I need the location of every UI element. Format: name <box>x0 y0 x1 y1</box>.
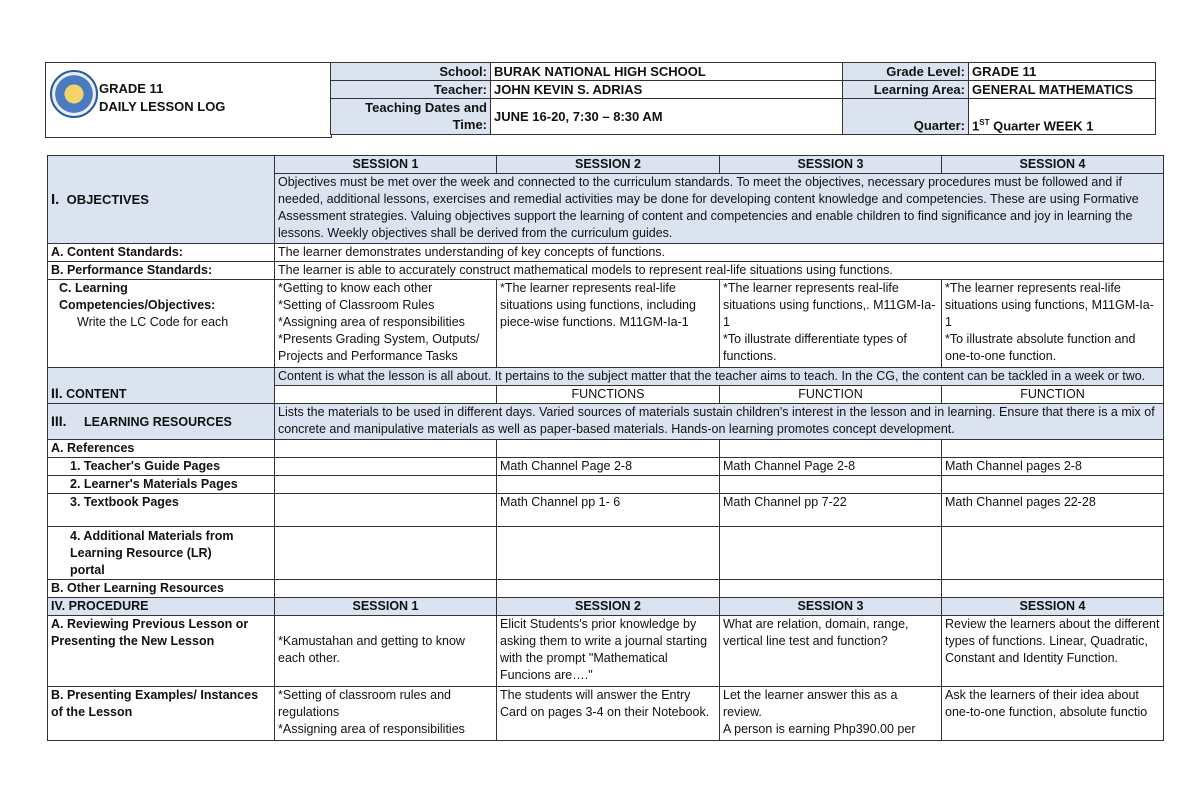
proc-b-s2: The students will answer the Entry Card on pages 3-4 on their Notebook. <box>497 687 720 741</box>
session-1-header: SESSION 1 <box>275 156 497 174</box>
proc-b-s3: Let the learner answer this as a review. A person is earning Php390.00 per <box>720 687 942 741</box>
quarter-value: 1ST Quarter WEEK 1 <box>969 99 1156 135</box>
lm-label: 2. Learner's Materials Pages <box>48 476 275 494</box>
resources-text: Lists the materials to be used in different days. Varied sources of materials sustain children's interest in the lesson and in learning. Ensure that there is a mix of concrete and manipulative materials as well as paper-based materials. Hands-on learning promotes concept development. <box>275 404 1164 440</box>
proc-a-label: A. Reviewing Previous Lesson or Presenting the New Lesson <box>48 616 275 687</box>
school-label: School: <box>331 63 491 81</box>
content-s2: FUNCTIONS <box>497 386 720 404</box>
dates-value: JUNE 16-20, 7:30 – 8:30 AM <box>491 99 843 135</box>
content-s3: FUNCTION <box>720 386 942 404</box>
tg-s4: Math Channel pages 2-8 <box>942 458 1164 476</box>
references-label: A. References <box>48 440 275 458</box>
tg-s3: Math Channel Page 2-8 <box>720 458 942 476</box>
tg-s1 <box>275 458 497 476</box>
content-heading: II. CONTENT <box>48 368 275 404</box>
logo-frame <box>45 62 332 138</box>
teacher-label: Teacher: <box>331 81 491 99</box>
tb-s2: Math Channel pp 1- 6 <box>497 494 720 527</box>
lesson-log-table <box>47 155 1164 741</box>
competencies-s1: *Getting to know each other *Setting of Classroom Rules *Assigning area of responsibilities *Presents Grading System, Outputs/ Projects and Performance Tasks <box>275 280 497 368</box>
quarter-label: Quarter: <box>843 99 969 135</box>
proc-a-s2: Elicit Students's prior knowledge by asking them to write a journal starting with the prompt "Mathematical Funcions are…." <box>497 616 720 687</box>
competencies-s2: *The learner represents real-life situations using functions, including piece-wise functions. M11GM-Ia-1 <box>497 280 720 368</box>
procedure-heading: IV. PROCEDURE <box>48 598 275 616</box>
tb-label: 3. Textbook Pages <box>48 494 275 527</box>
title-line2: DAILY LESSON LOG <box>99 99 226 114</box>
proc-a-s1: *Kamustahan and getting to know each other. <box>275 616 497 687</box>
area-label: Learning Area: <box>843 81 969 99</box>
session-2-header: SESSION 2 <box>497 156 720 174</box>
content-standards-label: A. Content Standards: <box>48 244 275 262</box>
title-line1: GRADE 11 <box>99 81 164 96</box>
content-standards-text: The learner demonstrates understanding of key concepts of functions. <box>275 244 1164 262</box>
proc-b-label: B. Presenting Examples/ Instances of the Lesson <box>48 687 275 741</box>
resources-heading: III. LEARNING RESOURCES <box>48 404 275 440</box>
content-s1 <box>275 386 497 404</box>
competencies-s4: *The learner represents real-life situations using functions, M11GM-Ia-1 *To illustrate absolute function and one-to-one function. <box>942 280 1164 368</box>
proc-session-4: SESSION 4 <box>942 598 1164 616</box>
performance-standards-text: The learner is able to accurately construct mathematical models to represent real-life situations using functions. <box>275 262 1164 280</box>
tb-s1 <box>275 494 497 527</box>
proc-a-s4: Review the learners about the different types of functions. Linear, Quadratic, Constant and Identity Function. <box>942 616 1164 687</box>
tb-s3: Math Channel pp 7-22 <box>720 494 942 527</box>
competencies-label: C. Learning Competencies/Objectives: Write the LC Code for each <box>48 280 275 368</box>
objectives-text: Objectives must be met over the week and connected to the curriculum standards. To meet the objectives, necessary procedures must be followed and if needed, additional lessons, exercises and remedial activities may be done for developing content knowledge and competencies. These are using Formative Assessment strategies. Valuing objectives support the learning of content and competencies and enable children to find significance and joy in learning the lessons. Weekly objectives shall be derived from the curriculum guides. <box>275 174 1164 244</box>
dates-label: Teaching Dates and Time: <box>331 99 491 135</box>
grade-value: GRADE 11 <box>969 63 1156 81</box>
teacher-value: JOHN KEVIN S. ADRIAS <box>491 81 843 99</box>
session-4-header: SESSION 4 <box>942 156 1164 174</box>
proc-a-s3: What are relation, domain, range, vertical line test and function? <box>720 616 942 687</box>
proc-session-1: SESSION 1 <box>275 598 497 616</box>
proc-session-3: SESSION 3 <box>720 598 942 616</box>
tb-s4: Math Channel pages 22-28 <box>942 494 1164 527</box>
performance-standards-label: B. Performance Standards: <box>48 262 275 280</box>
lr-label: 4. Additional Materials from Learning Resource (LR) portal <box>48 527 275 580</box>
tg-label: 1. Teacher's Guide Pages <box>48 458 275 476</box>
school-value: BURAK NATIONAL HIGH SCHOOL <box>491 63 843 81</box>
proc-b-s1: *Setting of classroom rules and regulations *Assigning area of responsibilities <box>275 687 497 741</box>
content-text: Content is what the lesson is all about. It pertains to the subject matter that the teacher aims to teach. In the CG, the content can be tackled in a week or two. <box>275 368 1164 386</box>
other-resources-label: B. Other Learning Resources <box>48 580 275 598</box>
objectives-heading: I. OBJECTIVES <box>48 156 275 244</box>
session-3-header: SESSION 3 <box>720 156 942 174</box>
proc-b-s4: Ask the learners of their idea about one-to-one function, absolute functio <box>942 687 1164 741</box>
content-s4: FUNCTION <box>942 386 1164 404</box>
proc-session-2: SESSION 2 <box>497 598 720 616</box>
area-value: GENERAL MATHEMATICS <box>969 81 1156 99</box>
competencies-s3: *The learner represents real-life situations using functions,. M11GM-Ia-1 *To illustrate differentiate types of functions. <box>720 280 942 368</box>
grade-label: Grade Level: <box>843 63 969 81</box>
header-table <box>330 62 1156 135</box>
tg-s2: Math Channel Page 2-8 <box>497 458 720 476</box>
